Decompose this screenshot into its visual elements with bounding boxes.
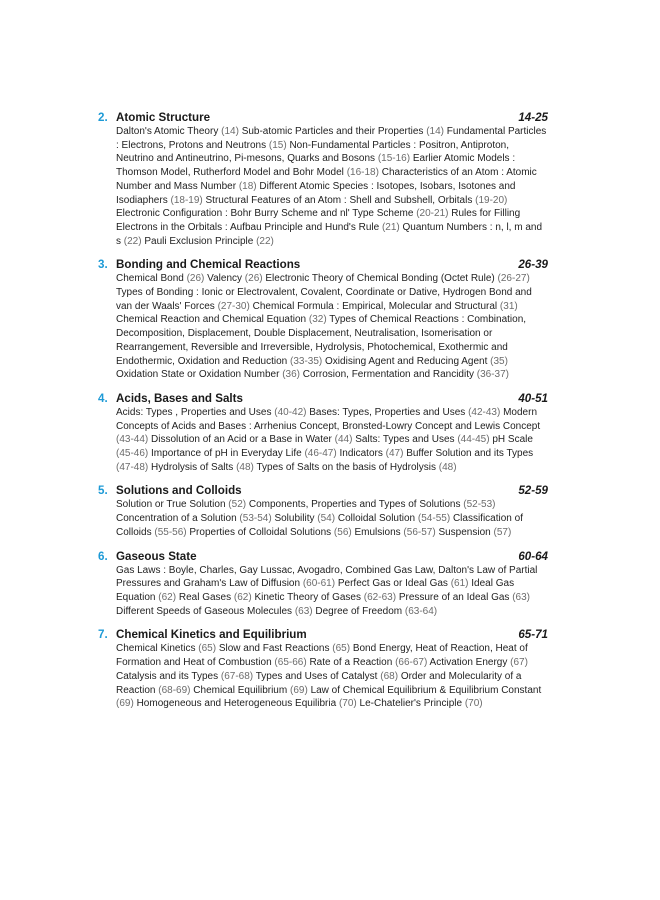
topic-text: Catalysis and its Types	[116, 670, 219, 682]
topic-pages: (26)	[244, 273, 263, 285]
topic-text: Corrosion, Fermentation and Rancidity	[302, 369, 474, 381]
topic-text: Oxidising Agent and Reducing Agent	[325, 355, 488, 367]
chapter-title-group	[98, 110, 211, 125]
chapter-page-range: 40-51	[518, 391, 548, 405]
topic-text: Perfect Gas or Ideal Gas	[337, 578, 448, 590]
topic-pages: (54-55)	[417, 513, 451, 525]
chapter-number: 4.	[98, 391, 108, 405]
topic-text: Pressure of an Ideal Gas	[398, 591, 510, 603]
topic-text: Properties of Colloidal Solutions	[189, 526, 332, 538]
topic-pages: (26)	[186, 273, 205, 285]
topic-text: Different Atomic Species : Isotopes, Isobars, Isotones and Isodiaphers	[116, 180, 516, 206]
topic-pages: (36-37)	[476, 369, 510, 381]
chapter-entry	[98, 110, 548, 248]
topic-pages: (54)	[317, 513, 336, 525]
topic-pages: (47)	[385, 448, 404, 460]
topic-pages: (61)	[450, 578, 469, 590]
topic-text: Characteristics of an Atom : Atomic Number and Mass Number	[116, 167, 537, 192]
topic-text: Electronic Configuration : Bohr Burry Scheme and nl' Type Scheme	[116, 208, 414, 220]
topic-pages: (27-30)	[217, 300, 250, 312]
chapter-entry	[98, 549, 548, 619]
topic-item	[116, 671, 253, 682]
topic-item	[254, 592, 396, 603]
topic-pages: (22)	[256, 235, 274, 247]
topic-pages: (31)	[499, 300, 518, 312]
topic-text: Sub-atomic Particles and their Properties	[241, 126, 424, 137]
topic-item	[189, 527, 351, 538]
topic-text: Kinetic Theory of Gases	[254, 591, 361, 603]
topic-text: Suspension	[438, 526, 491, 538]
topic-pages: (35)	[490, 355, 508, 367]
topic-text: Indicators	[339, 448, 383, 460]
topic-item	[116, 314, 327, 325]
topic-pages: (26-27)	[497, 273, 530, 285]
chapter-topics	[116, 272, 548, 382]
topic-text: Electronic Theory of Chemical Bonding (Octet Rule)	[265, 273, 495, 285]
topic-pages: (48)	[236, 461, 254, 473]
topic-pages: (44)	[334, 434, 353, 446]
topic-item	[116, 499, 246, 510]
topic-pages: (70)	[338, 698, 357, 710]
topic-text: Chemical Bond	[116, 273, 184, 285]
topic-text: Types of Chemical Reactions : Combination, Decomposition, Displacement, Double Displacement, Neutralisation, Isomerisation or Rearrangement, Reversible and Irreversible, Hydrolysis, Photochemical, Exothermic and Endothermic, Oxidation and Reduction	[116, 314, 527, 367]
topic-pages: (22)	[123, 235, 142, 247]
topic-pages: (20-21)	[416, 208, 449, 220]
topic-item	[116, 407, 306, 418]
chapter-topics	[116, 642, 548, 711]
chapter-entry	[98, 257, 548, 382]
topic-item	[116, 273, 204, 284]
topic-text: Degree of Freedom	[315, 605, 403, 617]
topic-pages: (53-54)	[239, 513, 272, 525]
chapter-number: 2.	[98, 111, 108, 124]
chapter-title-group	[98, 257, 301, 272]
topic-pages: (63)	[512, 591, 531, 603]
topic-item	[179, 592, 252, 603]
topic-text: Dissolution of an Acid or a Base in Water	[151, 434, 332, 446]
topic-text: Solubility	[274, 513, 315, 525]
topic-pages: (62)	[158, 591, 177, 603]
topic-pages: (42-43)	[468, 406, 501, 418]
topic-pages: (40-42)	[274, 406, 307, 418]
chapter-heading	[98, 549, 548, 564]
topic-text: Valency	[207, 273, 243, 285]
topic-item	[207, 273, 262, 284]
topic-item	[116, 369, 300, 380]
chapter-topics	[116, 564, 548, 619]
topic-item	[338, 578, 469, 589]
topic-pages: (68-69)	[158, 684, 191, 696]
topic-item	[339, 448, 403, 459]
topic-pages: (19-20)	[475, 194, 508, 206]
topic-text: Earlier Atomic Models : Thomson Model, Rutherford Model and Bohr Model	[116, 153, 516, 179]
topic-pages: (52-53)	[463, 499, 496, 511]
chapter-heading	[98, 627, 548, 642]
topic-text: Slow and Fast Reactions	[218, 643, 330, 655]
topic-item	[256, 462, 456, 473]
topic-pages: (69)	[116, 698, 134, 710]
topic-text: Fundamental Particles : Electrons, Protons and Neutrons	[116, 126, 547, 151]
topic-item	[430, 657, 528, 668]
chapter-topics	[116, 406, 548, 475]
topic-pages: (66-67)	[395, 657, 428, 669]
topic-text: Types of Salts on the basis of Hydrolysis	[256, 461, 436, 473]
topic-pages: (68)	[380, 670, 399, 682]
topic-pages: (70)	[464, 698, 483, 710]
topic-text: Oxidation State or Oxidation Number	[116, 369, 280, 381]
topic-item	[303, 369, 509, 380]
topic-pages: (67-68)	[220, 670, 254, 682]
topic-text: Non-Fundamental Particles : Positron, Antiproton, Neutrino and Antineutrino, Pi-mesons, Quarks and Bosons	[116, 139, 509, 165]
chapter-page-range: 26-39	[518, 258, 548, 272]
chapter-title: Bonding and Chemical Reactions	[116, 258, 301, 272]
topic-text: Ideal Gas Equation	[116, 578, 515, 603]
topic-item	[206, 195, 508, 206]
topic-text: Chemical Reaction and Chemical Equation	[116, 314, 307, 326]
chapter-entry	[98, 391, 548, 475]
topic-pages: (60-61)	[302, 578, 336, 590]
chapter-page-range: 60-64	[518, 549, 548, 563]
topic-item	[355, 527, 436, 538]
topic-text: Importance of pH in Everyday Life	[151, 448, 302, 460]
topic-item	[116, 643, 216, 654]
topic-pages: (36)	[282, 369, 300, 381]
topic-text: Colloidal Solution	[337, 513, 416, 525]
topic-pages: (55-56)	[154, 526, 187, 538]
topic-item	[193, 685, 308, 696]
topic-text: Emulsions	[354, 526, 401, 538]
chapter-page-range: 14-25	[518, 111, 548, 124]
topic-pages: (47-48)	[116, 461, 149, 473]
chapter-number: 3.	[98, 258, 108, 272]
chapter-entry	[98, 483, 548, 539]
chapter-page-range: 65-71	[518, 628, 548, 642]
topic-item	[219, 643, 350, 654]
chapter-heading	[98, 110, 548, 125]
topic-pages: (56-57)	[403, 526, 436, 538]
chapter-title: Atomic Structure	[116, 111, 211, 124]
topic-pages: (43-44)	[116, 434, 149, 446]
topic-pages: (67)	[510, 657, 528, 669]
topic-pages: (33-35)	[290, 355, 323, 367]
topic-text: Law of Chemical Equilibrium & Equilibrium Constant	[310, 684, 542, 696]
chapter-title: Acids, Bases and Salts	[116, 391, 243, 405]
topic-text: Rate of a Reaction	[309, 657, 393, 669]
topic-text: Order and Molecularity of a Reaction	[116, 670, 522, 696]
topic-item	[438, 527, 511, 538]
topic-item	[151, 434, 352, 445]
topic-pages: (32)	[308, 314, 327, 326]
topic-pages: (18)	[238, 180, 257, 192]
topic-item	[274, 513, 335, 524]
topic-text: Chemical Formula : Empirical, Molecular and Structural	[252, 300, 498, 312]
chapter-number: 6.	[98, 549, 108, 563]
topic-text: Components, Properties and Types of Solutions	[248, 499, 461, 511]
topic-text: Structural Features of an Atom : Shell and Subshell, Orbitals	[205, 194, 473, 206]
chapter-heading	[98, 483, 548, 498]
topic-item	[253, 301, 518, 312]
topic-item	[242, 126, 444, 137]
topic-text: Activation Energy	[429, 657, 508, 669]
topic-pages: (52)	[228, 499, 247, 511]
chapter-topics	[116, 498, 548, 539]
table-of-contents	[98, 110, 548, 720]
chapter-title: Solutions and Colloids	[116, 484, 242, 498]
topic-text: Different Speeds of Gaseous Molecules	[116, 605, 293, 617]
topic-text: Rules for Filling Electrons in the Orbitals : Aufbau Principle and Hund's Rule	[116, 208, 521, 233]
topic-pages: (65-66)	[274, 657, 307, 669]
chapter-topics	[116, 125, 548, 248]
topic-pages: (18-19)	[170, 194, 203, 206]
chapter-title-group	[98, 483, 242, 498]
topic-text: Bond Energy, Heat of Reaction, Heat of Formation and Heat of Combustion	[116, 643, 528, 669]
topic-text: Pauli Exclusion Principle	[144, 235, 254, 247]
topic-text: Modern Concepts of Acids and Bases : Arrhenius Concept, Bronsted-Lowry Concept and Lewis Concept	[116, 406, 541, 432]
topic-item	[116, 606, 313, 617]
topic-pages: (15)	[268, 139, 287, 151]
topic-text: Quantum Numbers : n, l, m and s	[116, 221, 543, 247]
topic-text: Classification of Colloids	[116, 513, 523, 538]
topic-pages: (62-63)	[363, 591, 397, 603]
chapter-heading	[98, 257, 548, 272]
chapter-heading	[98, 391, 548, 406]
topic-pages: (16-18)	[346, 167, 379, 179]
topic-pages: (65)	[332, 643, 351, 655]
topic-pages: (15-16)	[377, 153, 411, 165]
topic-pages: (63)	[294, 605, 313, 617]
topic-item	[399, 592, 530, 603]
topic-item	[360, 698, 483, 709]
topic-pages: (65)	[198, 643, 217, 655]
chapter-title-group	[98, 627, 307, 642]
topic-item	[315, 606, 437, 617]
topic-pages: (63-64)	[404, 605, 438, 617]
topic-pages: (45-46)	[116, 448, 149, 460]
topic-item	[325, 356, 508, 367]
topic-text: Gas Laws : Boyle, Charles, Gay Lussac, Avogadro, Combined Gas Law, Dalton's Law of Partial Pressures and Graham's Law of Diffusion	[116, 564, 538, 590]
topic-text: Salts: Types and Uses	[355, 434, 455, 446]
chapter-title: Gaseous State	[116, 549, 197, 563]
topic-pages: (14)	[221, 126, 239, 137]
topic-pages: (21)	[381, 221, 400, 233]
topic-text: Types of Bonding : Ionic or Electrovalent, Covalent, Coordinate or Dative, Hydrogen Bond and van der Waals' Forces	[116, 287, 532, 312]
topic-item	[355, 434, 489, 445]
topic-item	[249, 499, 496, 510]
topic-pages: (57)	[493, 526, 512, 538]
topic-text: Solution or True Solution	[116, 499, 226, 511]
topic-text: Types and Uses of Catalyst	[255, 670, 378, 682]
topic-text: Acids: Types , Properties and Uses	[116, 406, 272, 418]
topic-item	[309, 657, 427, 668]
topic-pages: (48)	[438, 461, 457, 473]
chapter-page-range: 52-59	[518, 484, 548, 498]
chapter-number: 7.	[98, 628, 108, 642]
topic-text: Hydrolysis of Salts	[151, 461, 234, 473]
topic-pages: (56)	[333, 526, 352, 538]
chapter-title-group	[98, 391, 243, 406]
topic-pages: (69)	[289, 684, 308, 696]
topic-text: Chemical Equilibrium	[193, 684, 288, 696]
topic-item	[338, 513, 450, 524]
chapter-number: 5.	[98, 484, 108, 498]
topic-text: Concentration of a Solution	[116, 513, 237, 525]
topic-pages: (44-45)	[457, 434, 490, 446]
topic-item	[151, 448, 337, 459]
topic-text: Buffer Solution and its Types	[406, 448, 534, 460]
topic-pages: (46-47)	[304, 448, 337, 460]
topic-item	[116, 126, 239, 137]
chapter-entry	[98, 627, 548, 711]
topic-pages: (14)	[426, 126, 445, 137]
chapter-title-group	[98, 549, 197, 564]
topic-text: Dalton's Atomic Theory	[116, 126, 219, 137]
topic-item	[116, 513, 272, 524]
topic-item	[309, 407, 500, 418]
topic-text: Homogeneous and Heterogeneous Equilibria	[136, 698, 337, 710]
topic-item	[265, 273, 529, 284]
topic-text: Bases: Types, Properties and Uses	[309, 406, 466, 418]
topic-item	[151, 462, 254, 473]
topic-pages: (62)	[233, 591, 252, 603]
topic-item	[256, 671, 398, 682]
topic-text: Chemical Kinetics	[116, 643, 196, 655]
topic-text: Real Gases	[178, 591, 232, 603]
topic-item	[137, 698, 357, 709]
topic-item	[144, 236, 274, 247]
chapter-title: Chemical Kinetics and Equilibrium	[116, 628, 307, 642]
topic-text: Le-Chatelier's Principle	[359, 698, 463, 710]
topic-text: pH Scale	[492, 434, 533, 446]
topic-item	[116, 208, 448, 219]
